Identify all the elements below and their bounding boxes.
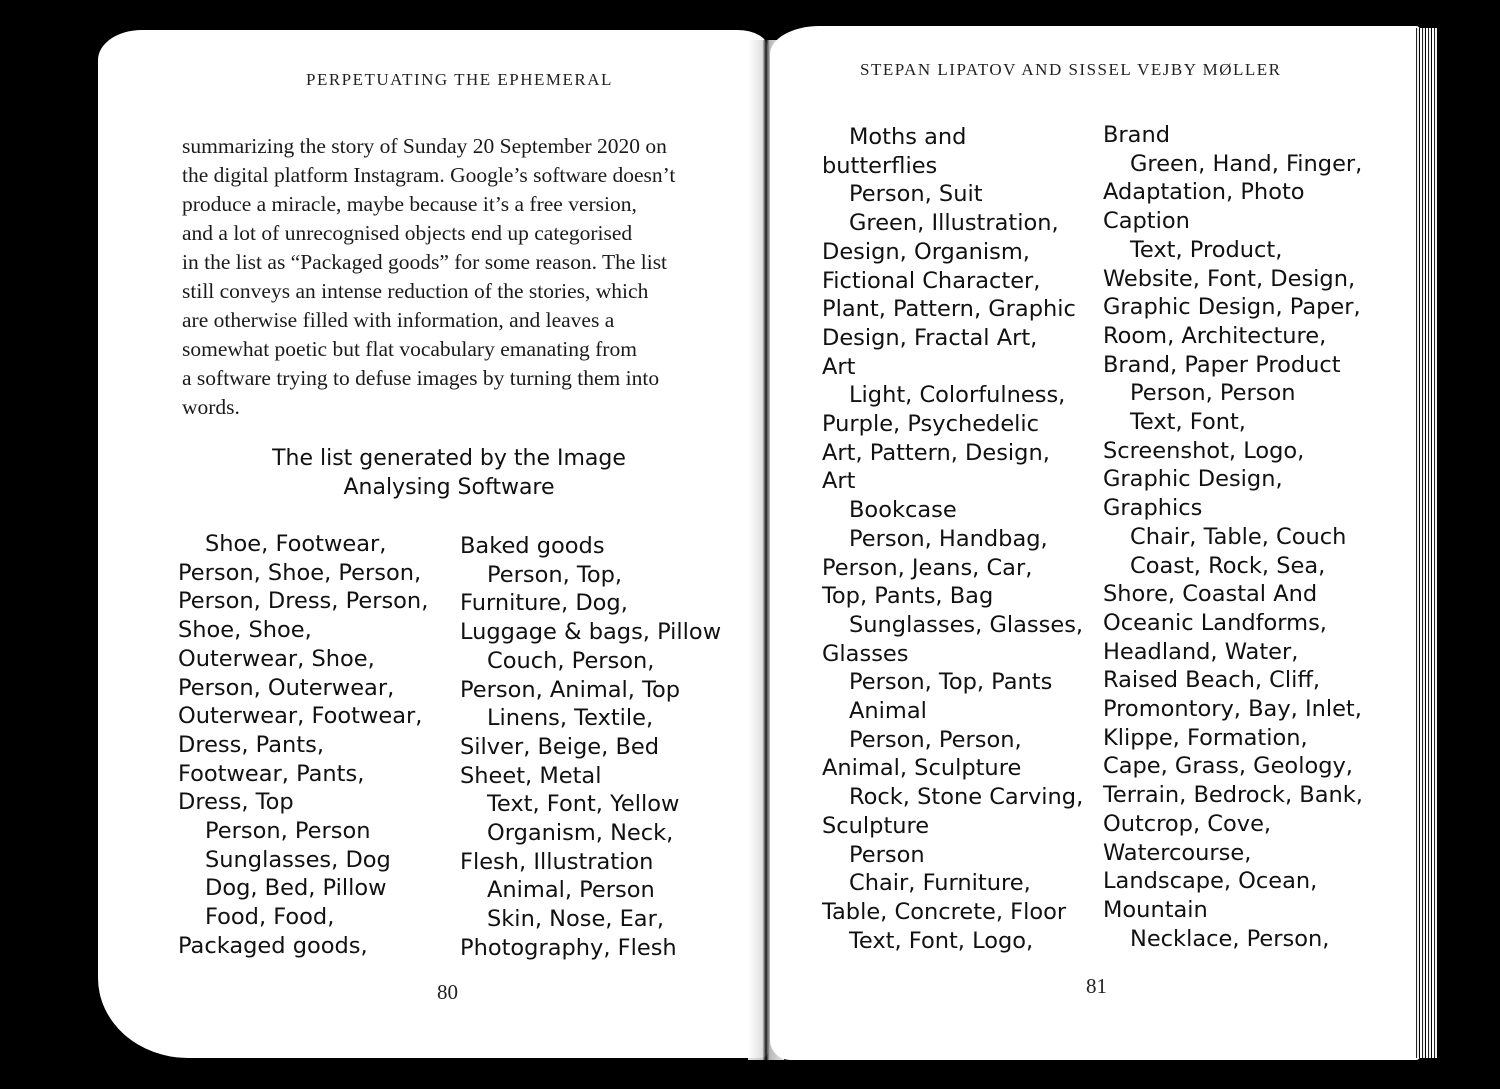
text-line: Person, Person <box>1130 380 1296 407</box>
text-line: Website, Font, Design, <box>1103 265 1356 292</box>
text-line: Flesh, Illustration <box>460 848 654 875</box>
label-list-column-4 <box>1103 121 1363 953</box>
text-line: Person, Jeans, Car, <box>822 554 1033 581</box>
text-line: Chair, Furniture, <box>849 870 1031 897</box>
text-line: Landscape, Ocean, <box>1103 868 1318 895</box>
text-line: Person, Dress, Person, <box>178 588 429 615</box>
text-line: Art <box>822 468 856 495</box>
text-line: produce a miracle, maybe because it’s a free version, <box>182 192 637 216</box>
text-line: summarizing the story of Sunday 20 September 2020 on <box>182 134 667 158</box>
text-line: Person, Shoe, Person, <box>178 559 422 586</box>
text-line: Watercourse, <box>1103 839 1252 866</box>
text-line: Person, Top, Pants <box>849 669 1053 696</box>
text-line: Sheet, Metal <box>460 762 602 789</box>
left-page <box>98 30 768 1058</box>
text-line: Dress, Top <box>178 789 294 816</box>
text-line: Design, Fractal Art, <box>822 324 1038 351</box>
text-line: Room, Architecture, <box>1103 322 1327 349</box>
text-line: Person, Outerwear, <box>178 674 395 701</box>
text-line: Person, Suit <box>849 181 983 208</box>
label-list-column-1 <box>178 530 428 961</box>
text-line: Sunglasses, Glasses, <box>849 611 1084 638</box>
text-line: Fictional Character, <box>822 267 1041 294</box>
text-line: Text, Product, <box>1130 236 1283 263</box>
text-line: Green, Hand, Finger, <box>1130 150 1363 177</box>
text-line: Person, Person, <box>849 726 1022 753</box>
text-line: Moths and <box>849 124 967 150</box>
text-line: Plant, Pattern, Graphic <box>822 296 1076 323</box>
text-line: the digital platform Instagram. Google’s software doesn’t <box>182 163 676 187</box>
text-line: Graphic Design, Paper, <box>1103 294 1361 321</box>
text-line: Silver, Beige, Bed <box>460 733 660 760</box>
text-line: Shoe, Footwear, <box>205 531 387 557</box>
text-line: Brand <box>1103 122 1171 148</box>
text-line: Person <box>849 841 925 868</box>
text-line: Rock, Stone Carving, <box>849 784 1084 811</box>
text-line: Person, Person <box>205 818 371 845</box>
text-line: Skin, Nose, Ear, <box>487 906 665 933</box>
text-line: Glasses <box>822 640 909 667</box>
text-line: Baked goods <box>460 533 605 559</box>
text-line: Photography, Flesh <box>460 934 677 961</box>
list-title <box>182 444 716 502</box>
text-line: words. <box>182 395 240 419</box>
text-line: Outerwear, Footwear, <box>178 703 423 730</box>
text-line: Sunglasses, Dog <box>205 846 391 873</box>
text-line: a software trying to defuse images by turning them into <box>182 366 660 390</box>
text-line: Animal <box>849 698 927 725</box>
text-line: Couch, Person, <box>487 647 655 674</box>
text-line: Top, Pants, Bag <box>822 583 994 610</box>
text-line: Raised Beach, Cliff, <box>1103 667 1321 694</box>
text-line: Table, Concrete, Floor <box>822 898 1067 925</box>
text-line: Luggage & bags, Pillow <box>460 619 722 646</box>
text-line: Packaged goods, <box>178 932 368 959</box>
text-line: Graphics <box>1103 495 1203 522</box>
text-line: Person, Handbag, <box>849 525 1048 552</box>
text-line: Analysing Software <box>343 475 555 500</box>
text-line: Oceanic Landforms, <box>1103 609 1327 636</box>
text-line: in the list as “Packaged goods” for some reason. The list <box>182 250 668 274</box>
text-line: Screenshot, Logo, <box>1103 437 1305 464</box>
text-line: Text, Font, <box>1130 409 1246 436</box>
text-line: Headland, Water, <box>1103 638 1299 665</box>
text-line: Design, Organism, <box>822 238 1030 265</box>
text-line: Outcrop, Cove, <box>1103 810 1272 837</box>
text-line: Shoe, Shoe, <box>178 617 312 644</box>
text-line: butterflies <box>822 152 938 179</box>
text-line: Promontory, Bay, Inlet, <box>1103 696 1362 723</box>
text-line: Dress, Pants, <box>178 731 324 758</box>
text-line: Cape, Grass, Geology, <box>1103 753 1353 780</box>
text-line: The list generated by the Image <box>272 446 626 471</box>
text-line: Shore, Coastal And <box>1103 581 1318 608</box>
text-line: still conveys an intense reduction of the stories, which <box>182 279 649 303</box>
text-line: Klippe, Formation, <box>1103 724 1308 751</box>
text-line: and a lot of unrecognised objects end up categorised <box>182 221 633 245</box>
text-line: Purple, Psychedelic <box>822 411 1040 438</box>
text-line: Chair, Table, Couch <box>1130 523 1347 550</box>
text-line: Animal, Sculpture <box>822 755 1022 782</box>
text-line: Footwear, Pants, <box>178 760 365 787</box>
text-line: Text, Font, Yellow <box>487 791 680 818</box>
right-page <box>770 26 1420 1060</box>
running-head-right: STEPAN LIPATOV AND SISSEL VEJBY MØLLER <box>860 60 1282 79</box>
text-line: Organism, Neck, <box>487 820 674 847</box>
text-line: are otherwise filled with information, and leaves a <box>182 308 615 332</box>
text-line: Sculpture <box>822 812 930 839</box>
page-number-right: 81 <box>1086 974 1107 998</box>
text-line: Furniture, Dog, <box>460 590 628 617</box>
text-line: Text, Font, Logo, <box>849 927 1034 954</box>
text-line: Green, Illustration, <box>849 210 1059 237</box>
text-line: Person, Top, <box>487 561 623 588</box>
text-line: Coast, Rock, Sea, <box>1130 552 1326 579</box>
text-line: Terrain, Bedrock, Bank, <box>1103 782 1363 809</box>
text-line: Brand, Paper Product <box>1103 351 1341 378</box>
text-line: Art <box>822 353 856 380</box>
text-line: Bookcase <box>849 497 957 524</box>
text-line: Caption <box>1103 208 1190 235</box>
text-line: Dog, Bed, Pillow <box>205 875 387 902</box>
running-head-left: PERPETUATING THE EPHEMERAL <box>306 70 613 89</box>
text-line: Graphic Design, <box>1103 466 1283 493</box>
label-list-column-2 <box>460 532 721 963</box>
page-number-left: 80 <box>437 980 458 1004</box>
text-line: Adaptation, Photo <box>1103 179 1305 206</box>
page-edges <box>1414 28 1438 1058</box>
text-line: Animal, Person <box>487 877 655 904</box>
text-line: Person, Animal, Top <box>460 676 681 703</box>
text-line: Light, Colorfulness, <box>849 382 1066 409</box>
text-line: Art, Pattern, Design, <box>822 439 1050 466</box>
text-line: Outerwear, Shoe, <box>178 645 375 672</box>
text-line: Necklace, Person, <box>1130 925 1330 952</box>
text-line: Mountain <box>1103 896 1208 923</box>
label-list-column-3 <box>822 123 1083 955</box>
body-paragraph <box>182 132 742 422</box>
text-line: somewhat poetic but flat vocabulary emanating from <box>182 337 637 361</box>
text-line: Linens, Textile, <box>487 705 654 732</box>
text-line: Food, Food, <box>205 904 335 931</box>
